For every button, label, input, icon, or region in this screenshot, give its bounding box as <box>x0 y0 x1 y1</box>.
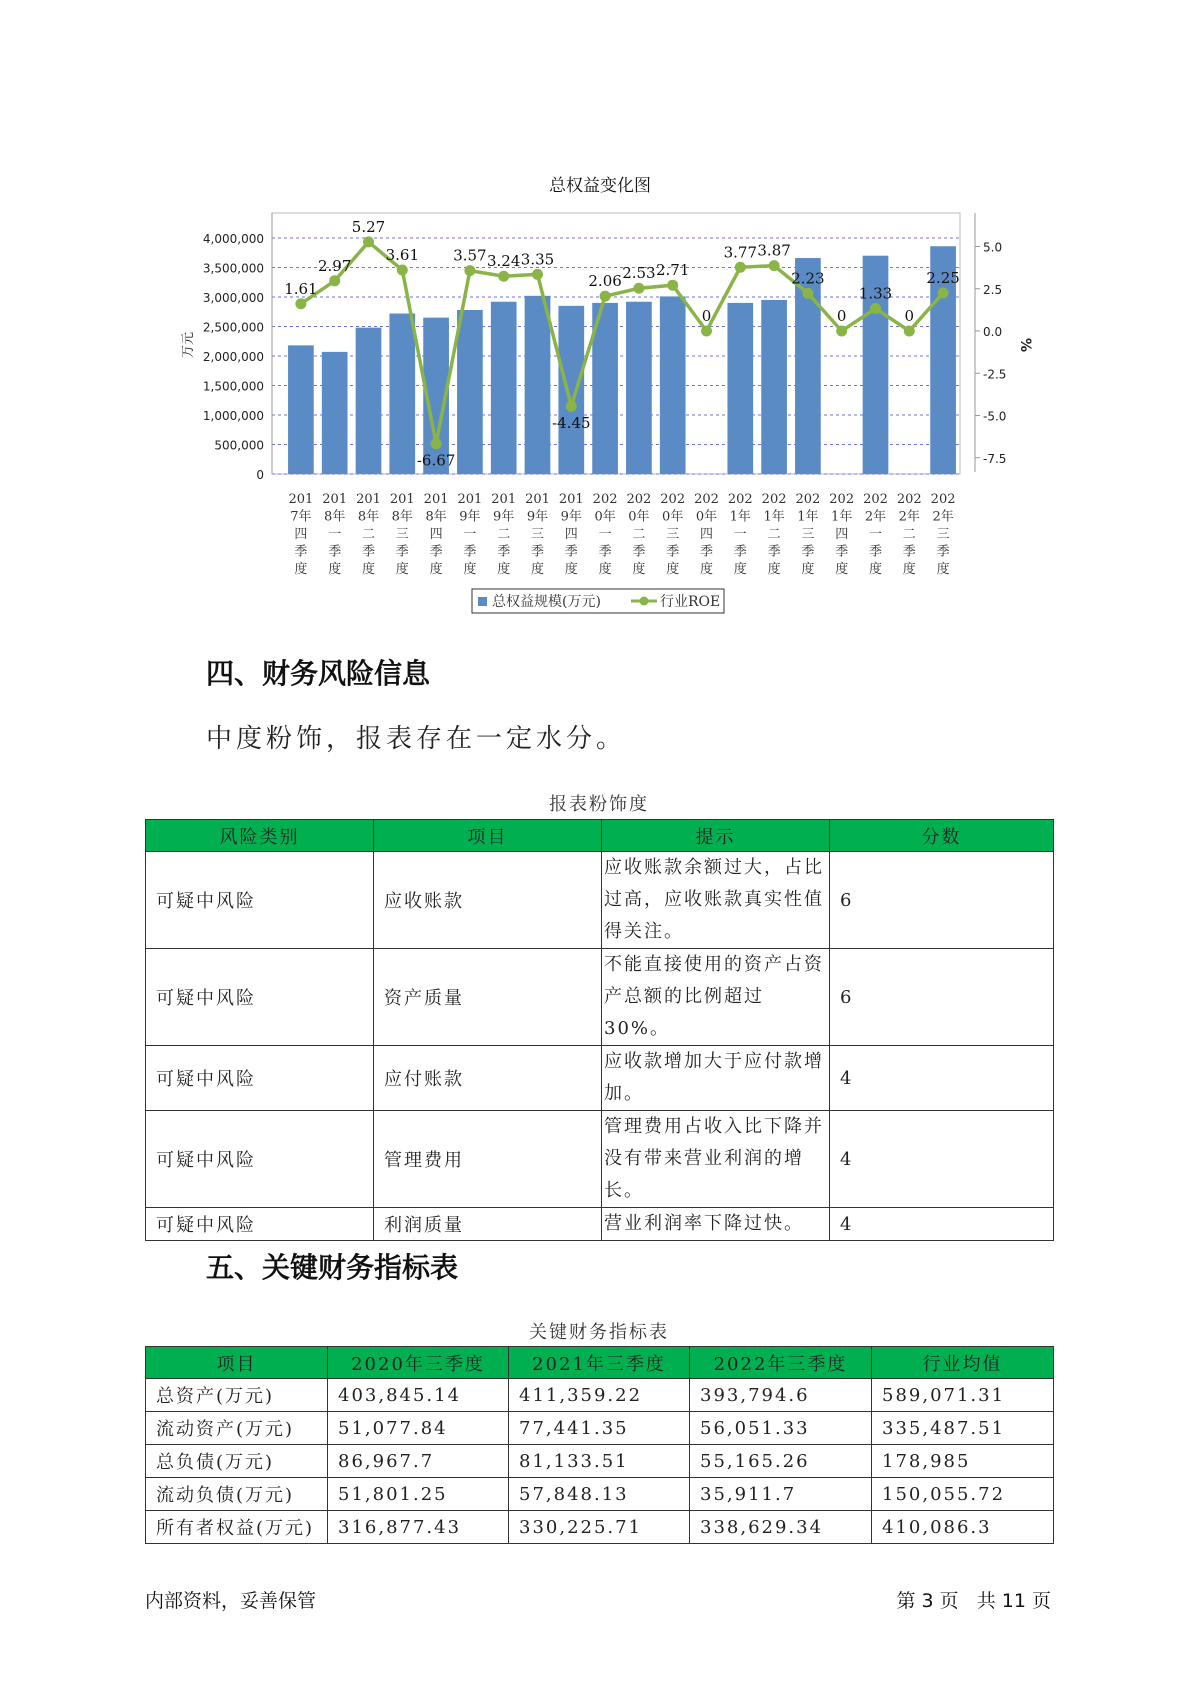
roe-data-label: 0 <box>904 307 915 325</box>
risk-hint: 不能直接使用的资产占资产总额的比例超过30%。 <box>602 949 830 1046</box>
roe-data-label: 2.06 <box>588 272 622 291</box>
roe-data-label: -6.67 <box>416 451 456 470</box>
roe-data-label: 3.57 <box>453 246 487 265</box>
bar <box>389 314 415 474</box>
roe-point <box>938 287 949 298</box>
risk-table-header-row <box>146 820 1054 852</box>
y-tick-label-left: 3,000,000 <box>202 291 264 305</box>
roe-data-label: 2.25 <box>926 268 960 287</box>
bar <box>525 296 551 474</box>
roe-data-label: 3.35 <box>520 250 555 269</box>
bar <box>356 328 382 474</box>
table-row <box>146 1111 1054 1208</box>
bar <box>491 302 517 474</box>
roe-data-label: 3.61 <box>385 245 420 264</box>
table-row <box>146 949 1054 1046</box>
kpi-header-item: 项目 <box>146 1347 328 1379</box>
legend-swatch-bar <box>478 597 487 606</box>
x-tick-label: 202 0年二季度 <box>626 492 652 577</box>
y-tick-label-left: 2,500,000 <box>202 320 264 335</box>
kpi-value: 77,441.35 <box>509 1412 690 1445</box>
y-tick-label-right: 0.0 <box>983 325 1003 339</box>
x-tick-label: 202 2年一季度 <box>863 492 888 577</box>
roe-data-label: 1.61 <box>284 279 318 298</box>
x-tick-label: 202 0年三季度 <box>660 492 686 577</box>
roe-point <box>836 326 847 337</box>
x-tick-label: 201 8年一季度 <box>322 492 348 577</box>
risk-score: 4 <box>830 1208 1054 1241</box>
bar <box>761 300 787 474</box>
risk-header-score: 分数 <box>830 820 1054 852</box>
kpi-item: 流动资产(万元) <box>146 1412 328 1445</box>
risk-header-category: 风险类别 <box>146 820 374 852</box>
kpi-header-2022q3: 2022年三季度 <box>690 1347 872 1379</box>
roe-point <box>397 264 408 275</box>
risk-summary: 中度粉饰，报表存在一定水分。 <box>206 724 627 754</box>
roe-data-label: 5.27 <box>351 217 386 236</box>
x-tick-label: 201 9年二季度 <box>491 492 517 577</box>
risk-item: 资产质量 <box>374 949 602 1046</box>
kpi-item: 总资产(万元) <box>146 1379 328 1412</box>
kpi-value: 81,133.51 <box>509 1445 690 1478</box>
roe-point <box>464 265 475 276</box>
roe-point <box>633 283 644 294</box>
roe-point <box>295 298 306 309</box>
y-axis-title-right: % <box>1017 337 1033 353</box>
table-row <box>146 1511 1054 1544</box>
roe-point <box>701 326 712 337</box>
chart-title: 总权益变化图 <box>549 176 651 196</box>
bar <box>727 303 753 474</box>
risk-score: 6 <box>830 949 1054 1046</box>
kpi-value: 316,877.43 <box>328 1511 509 1544</box>
kpi-header-2021q3: 2021年三季度 <box>509 1347 690 1379</box>
roe-point <box>769 260 780 271</box>
roe-point <box>600 291 611 302</box>
roe-data-label: 2.97 <box>317 256 352 275</box>
x-tick-label: 201 9年三季度 <box>525 492 550 577</box>
kpi-value: 403,845.14 <box>328 1379 509 1412</box>
x-tick-label: 202 0年一季度 <box>592 492 618 577</box>
x-tick-label: 201 8年四季度 <box>423 492 449 577</box>
roe-data-label: 1.33 <box>858 284 893 303</box>
table-row <box>146 1478 1054 1511</box>
kpi-value: 335,487.51 <box>872 1412 1054 1445</box>
y-tick-label-right: -2.5 <box>983 367 1007 382</box>
x-tick-label: 201 7年四季度 <box>288 492 314 577</box>
kpi-item: 所有者权益(万元) <box>146 1511 328 1544</box>
kpi-value: 393,794.6 <box>690 1379 872 1412</box>
x-tick-label: 201 9年四季度 <box>558 492 584 577</box>
roe-data-label: 0 <box>836 307 847 325</box>
table-row <box>146 1412 1054 1445</box>
kpi-value: 589,071.31 <box>872 1379 1054 1412</box>
kpi-header-industry-avg: 行业均值 <box>872 1347 1054 1379</box>
legend-swatch-point <box>640 597 649 606</box>
roe-point <box>329 275 340 286</box>
roe-point <box>870 303 881 314</box>
legend-label-bar: 总权益规模(万元) <box>492 594 601 610</box>
risk-category: 可疑中风险 <box>146 949 374 1046</box>
kpi-value: 57,848.13 <box>509 1478 690 1511</box>
y-tick-label-right: 2.5 <box>983 282 1003 297</box>
y-tick-label-left: 1,000,000 <box>202 409 264 423</box>
kpi-value: 35,911.7 <box>690 1478 872 1511</box>
y-tick-label-right: 5.0 <box>983 240 1003 255</box>
roe-point <box>363 236 374 247</box>
equity-chart-svg <box>0 0 1191 630</box>
x-tick-label: 201 8年二季度 <box>356 492 381 577</box>
risk-category: 可疑中风险 <box>146 1208 374 1241</box>
roe-point <box>802 288 813 299</box>
roe-point <box>667 280 678 291</box>
bar <box>558 306 584 474</box>
risk-hint: 应收账款余额过大，占比过高，应收账款真实性值得关注。 <box>602 852 830 949</box>
y-tick-label-left: 1,500,000 <box>202 379 264 394</box>
risk-hint: 管理费用占收入比下降并没有带来营业利润的增长。 <box>602 1111 830 1208</box>
roe-data-label: 3.77 <box>723 243 758 262</box>
risk-item: 利润质量 <box>374 1208 602 1241</box>
kpi-value: 338,629.34 <box>690 1511 872 1544</box>
risk-score: 4 <box>830 1046 1054 1111</box>
x-tick-label: 201 8年三季度 <box>389 492 415 577</box>
footer-note: 内部资料，妥善保管 <box>145 1590 317 1612</box>
x-tick-label: 202 2年三季度 <box>930 492 956 577</box>
risk-item: 应收账款 <box>374 852 602 949</box>
kpi-value: 410,086.3 <box>872 1511 1054 1544</box>
kpi-value: 56,051.33 <box>690 1412 872 1445</box>
section-heading-kpi: 五、关键财务指标表 <box>206 1251 459 1284</box>
kpi-value: 150,055.72 <box>872 1478 1054 1511</box>
kpi-value: 178,985 <box>872 1445 1054 1478</box>
risk-category: 可疑中风险 <box>146 1111 374 1208</box>
roe-data-label: 2.23 <box>791 269 825 288</box>
roe-point <box>532 269 543 280</box>
risk-table <box>145 819 1054 1241</box>
y-tick-label-left: 0 <box>256 468 264 482</box>
section-heading-risk: 四、财务风险信息 <box>206 657 431 690</box>
x-tick-label: 202 1年一季度 <box>727 492 753 577</box>
y-tick-label-right: -7.5 <box>983 451 1007 466</box>
roe-data-label: 0 <box>701 307 712 325</box>
kpi-value: 330,225.71 <box>509 1511 690 1544</box>
risk-category: 可疑中风险 <box>146 1046 374 1111</box>
risk-table-caption: 报表粉饰度 <box>549 794 649 815</box>
risk-header-hint: 提示 <box>602 820 830 852</box>
y-tick-label-left: 2,000,000 <box>202 350 264 364</box>
y-axis-title-left: 万元 <box>181 331 196 359</box>
roe-point <box>904 326 915 337</box>
y-tick-label-left: 3,500,000 <box>202 261 264 276</box>
roe-point <box>566 401 577 412</box>
bar <box>322 352 348 474</box>
kpi-table-caption: 关键财务指标表 <box>529 1322 669 1343</box>
bar <box>457 310 483 474</box>
footer-page-number: 第 3 页 共 11 页 <box>896 1590 1051 1612</box>
kpi-value: 51,077.84 <box>328 1412 509 1445</box>
y-tick-label-left: 4,000,000 <box>202 232 264 246</box>
bar <box>660 296 686 474</box>
x-tick-label: 202 0年四季度 <box>694 492 719 577</box>
roe-data-label: 2.71 <box>655 261 690 280</box>
risk-item: 应付账款 <box>374 1046 602 1111</box>
roe-data-label: 3.87 <box>757 241 791 260</box>
kpi-table <box>145 1346 1054 1544</box>
roe-data-label: 3.24 <box>486 252 521 271</box>
roe-point <box>431 438 442 449</box>
kpi-value: 86,967.7 <box>328 1445 509 1478</box>
bar <box>288 345 314 474</box>
x-tick-label: 202 2年二季度 <box>896 492 922 577</box>
risk-header-item: 项目 <box>374 820 602 852</box>
table-row <box>146 1379 1054 1412</box>
kpi-item: 总负债(万元) <box>146 1445 328 1478</box>
roe-point <box>735 262 746 273</box>
risk-score: 6 <box>830 852 1054 949</box>
legend-label-line: 行业ROE <box>660 594 721 610</box>
kpi-value: 55,165.26 <box>690 1445 872 1478</box>
kpi-header-2020q3: 2020年三季度 <box>328 1347 509 1379</box>
table-row <box>146 1046 1054 1111</box>
risk-category: 可疑中风险 <box>146 852 374 949</box>
x-tick-label: 201 9年一季度 <box>457 492 483 577</box>
risk-hint: 应收款增加大于应付款增加。 <box>602 1046 830 1111</box>
y-tick-label-left: 500,000 <box>214 438 264 453</box>
kpi-item: 流动负债(万元) <box>146 1478 328 1511</box>
x-tick-label: 202 1年二季度 <box>761 492 787 577</box>
x-tick-label: 202 1年四季度 <box>829 492 855 577</box>
equity-chart <box>0 0 1191 630</box>
table-row <box>146 1208 1054 1241</box>
table-row <box>146 1445 1054 1478</box>
roe-data-label: 2.53 <box>622 264 656 283</box>
kpi-table-header-row <box>146 1347 1054 1379</box>
kpi-value: 411,359.22 <box>509 1379 690 1412</box>
risk-score: 4 <box>830 1111 1054 1208</box>
risk-hint: 营业利润率下降过快。 <box>602 1208 830 1241</box>
roe-point <box>498 271 509 282</box>
roe-data-label: -4.45 <box>552 414 591 433</box>
kpi-value: 51,801.25 <box>328 1478 509 1511</box>
risk-item: 管理费用 <box>374 1111 602 1208</box>
bar <box>626 302 652 474</box>
table-row <box>146 852 1054 949</box>
y-tick-label-right: -5.0 <box>983 409 1007 424</box>
x-tick-label: 202 1年三季度 <box>795 492 821 577</box>
